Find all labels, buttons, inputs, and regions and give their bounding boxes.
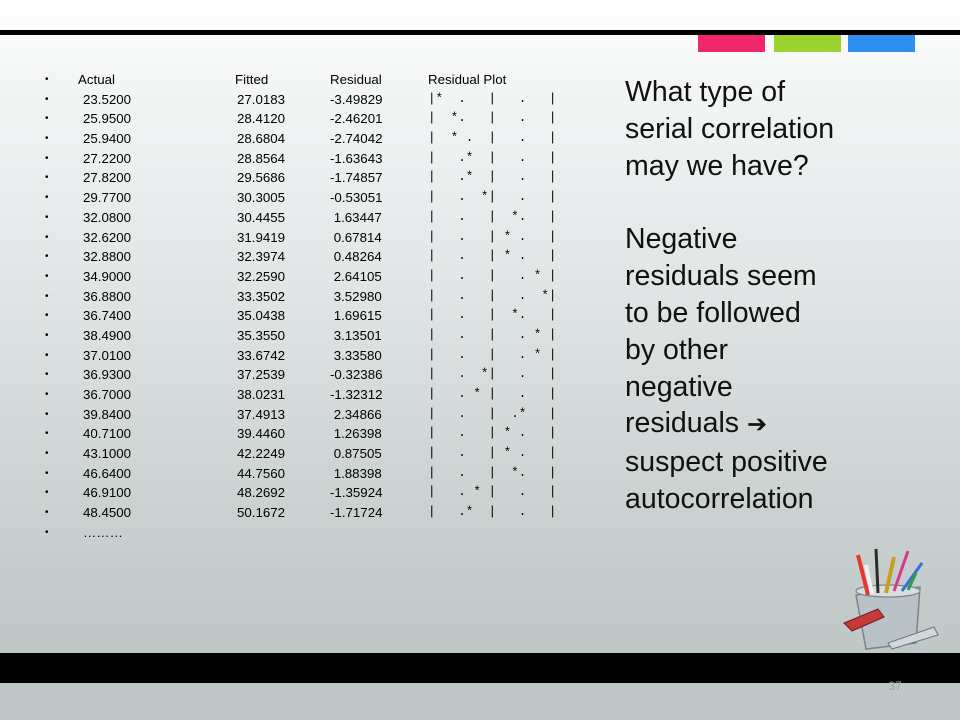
table-row [45, 464, 557, 484]
residual-value: -1.74857 [330, 170, 383, 186]
commentary [625, 74, 925, 518]
actual-value: • 36.7000 [83, 387, 132, 402]
question-line-text: What type of [625, 76, 785, 108]
residual-plot: | . | . * | [428, 268, 557, 283]
table-row [45, 90, 557, 110]
residual-value: 1.26398 [330, 426, 382, 442]
fitted-value: 31.9419 [237, 229, 286, 245]
header-actual: • Actual [78, 72, 115, 87]
fitted-value: 30.4455 [237, 209, 286, 225]
actual-value: • 29.7700 [83, 190, 132, 206]
table-row [45, 306, 557, 326]
residual-value: -2.46201 [330, 111, 383, 127]
answer-line-text: by other [625, 333, 728, 366]
answer-line-text: autocorrelation [625, 482, 814, 515]
fitted-value: 50.1672 [237, 505, 286, 521]
question-line-text: serial correlation [625, 112, 835, 145]
actual-value: • 36.9300 [83, 367, 132, 383]
fitted-value: 28.6804 [237, 131, 286, 147]
residual-plot: | . | *. | [428, 308, 557, 323]
residual-plot: | . | *. | [428, 465, 557, 480]
fitted-value: 33.3502 [237, 288, 286, 304]
fitted-value: 28.4120 [237, 111, 286, 127]
fitted-value: 33.6742 [237, 347, 286, 363]
actual-value: • 27.2200 [83, 150, 132, 166]
answer-line [625, 295, 925, 332]
residual-plot: | . | . *| [428, 288, 557, 303]
residual-plot: | . | *. | [428, 209, 557, 224]
table-row [45, 208, 557, 228]
residual-value: -1.63643 [330, 150, 383, 166]
fitted-value: 35.3550 [237, 327, 286, 343]
residual-value: 0.87505 [330, 446, 382, 462]
pencil-cup-icon [838, 545, 948, 650]
accent-bar-blue [848, 35, 915, 52]
answer-line [625, 332, 925, 369]
residual-plot: | . | * . | [428, 426, 557, 441]
actual-value: • 48.4500 [83, 505, 132, 521]
question-text [625, 74, 925, 184]
actual-value: • 46.6400 [83, 465, 132, 481]
answer-line-text: to be followed [625, 296, 801, 329]
answer-line-text: Negative [625, 223, 738, 256]
actual-value: • 25.9500 [83, 111, 132, 127]
table-row [45, 385, 557, 405]
residual-plot: | . * | . | [428, 387, 557, 401]
actual-value: • 38.4900 [83, 327, 132, 343]
residual-value: 2.34866 [330, 406, 382, 422]
actual-value: • 36.7400 [83, 308, 132, 324]
answer-line [625, 405, 925, 444]
answer-line-text: residuals seem [625, 260, 817, 293]
actual-value: • 32.0800 [83, 209, 132, 225]
actual-value: • 34.9000 [83, 268, 132, 284]
bottom-rule [0, 653, 960, 683]
residual-value: 2.64105 [330, 268, 382, 284]
residual-plot: | . | .* | [428, 406, 557, 421]
residual-plot: | . | . * | [428, 347, 557, 362]
actual-value: • 36.8800 [83, 288, 132, 304]
residual-value: 3.13501 [330, 327, 382, 343]
residual-plot: | . *| . | [428, 190, 557, 205]
residual-table [45, 70, 557, 543]
table-row [45, 149, 557, 169]
accent-bar-green [774, 35, 841, 52]
residual-plot: | . * | . | [428, 485, 557, 500]
table-row [45, 326, 557, 346]
actual-value: • 46.9100 [83, 485, 132, 501]
actual-value: • 43.1000 [83, 446, 132, 462]
residual-value: -3.49829 [330, 91, 383, 107]
arrow-right-icon: ➔ [746, 411, 768, 439]
question-line [625, 148, 925, 185]
actual-value: • 25.9400 [83, 131, 132, 147]
table-row [45, 129, 557, 149]
table-row [45, 247, 557, 267]
table-row [45, 287, 557, 307]
residual-value: -1.71724 [330, 505, 383, 521]
answer-line [625, 444, 925, 481]
residual-value: -0.53051 [330, 190, 383, 206]
residual-plot: | .* | . | [428, 150, 557, 165]
accent-bar-pink [698, 35, 765, 52]
residual-plot: | . | . * | [428, 327, 557, 342]
fitted-value: 32.3974 [237, 249, 286, 265]
table-row [45, 267, 557, 287]
table-row [45, 424, 557, 444]
actual-value: • 40.7100 [83, 426, 132, 442]
residual-value: 1.88398 [330, 465, 382, 481]
fitted-value: 29.5686 [237, 170, 286, 186]
actual-value: • 23.5200 [83, 91, 132, 107]
residual-value: -1.32312 [330, 387, 383, 402]
actual-value: • 37.0100 [83, 347, 132, 363]
table-row [45, 346, 557, 366]
question-line [625, 111, 925, 148]
answer-line [625, 481, 925, 518]
ellipsis: • ……… [83, 524, 123, 540]
actual-value: • 27.8200 [83, 170, 132, 186]
table-row [45, 483, 557, 503]
table-row [45, 228, 557, 248]
question-line [625, 74, 925, 111]
fitted-value: 44.7560 [237, 465, 286, 481]
residual-plot: | .* | . | [428, 505, 557, 520]
answer-line-text: negative [625, 370, 733, 403]
header-fitted: Fitted [235, 72, 269, 87]
fitted-value: 39.4460 [237, 426, 286, 442]
residual-value: -0.32386 [330, 367, 383, 383]
fitted-value: 35.0438 [237, 308, 286, 324]
table-row [45, 444, 557, 464]
answer-line-text: suspect positive [625, 446, 828, 479]
table-row [45, 188, 557, 208]
answer-line [625, 258, 925, 295]
header-residual-plot: Residual Plot [428, 72, 507, 87]
residual-value: -2.74042 [330, 131, 383, 147]
actual-value: • 39.8400 [83, 406, 132, 422]
residual-value: -1.35924 [330, 485, 383, 501]
residual-value: 1.69615 [330, 308, 382, 324]
fitted-value: 37.4913 [237, 406, 286, 422]
fitted-value: 28.8564 [237, 150, 286, 166]
fitted-value: 27.0183 [237, 91, 286, 107]
answer-line [625, 221, 925, 258]
question-line-text: may we have? [625, 149, 809, 182]
residual-plot: | .* | . | [428, 170, 557, 185]
residual-plot: |* . | . | [428, 91, 557, 106]
fitted-value: 30.3005 [237, 190, 286, 206]
table-header-row [45, 70, 507, 90]
page-number: 37 [888, 679, 902, 693]
answer-line-text: residuals [625, 407, 740, 440]
residual-value: 3.52980 [330, 288, 382, 304]
fitted-value: 42.2249 [237, 446, 286, 462]
residual-value: 0.67814 [330, 229, 382, 245]
header-residual: Residual [330, 72, 382, 87]
residual-value: 3.33580 [330, 347, 382, 363]
residual-plot: | . | * . | [428, 446, 557, 461]
table-row [45, 405, 557, 425]
table-ellipsis-row [45, 523, 123, 543]
actual-value: • 32.8800 [83, 249, 132, 265]
fitted-value: 48.2692 [237, 485, 286, 501]
table-row [45, 109, 557, 129]
actual-value: • 32.6200 [83, 229, 132, 245]
residual-plot: | * . | . | [428, 131, 557, 146]
answer-text [625, 221, 925, 517]
residual-value: 1.63447 [330, 209, 382, 225]
table-row [45, 168, 557, 188]
table-row [45, 365, 557, 385]
answer-line [625, 369, 925, 406]
residual-plot: | . | * . | [428, 249, 557, 264]
residual-plot: | *. | . | [428, 111, 557, 126]
residual-plot: | . | * . | [428, 229, 557, 244]
residual-plot: | . *| . | [428, 367, 557, 382]
table-row [45, 503, 557, 523]
fitted-value: 38.0231 [237, 387, 286, 402]
fitted-value: 37.2539 [237, 367, 286, 383]
fitted-value: 32.2590 [237, 268, 286, 284]
residual-value: 0.48264 [330, 249, 382, 265]
